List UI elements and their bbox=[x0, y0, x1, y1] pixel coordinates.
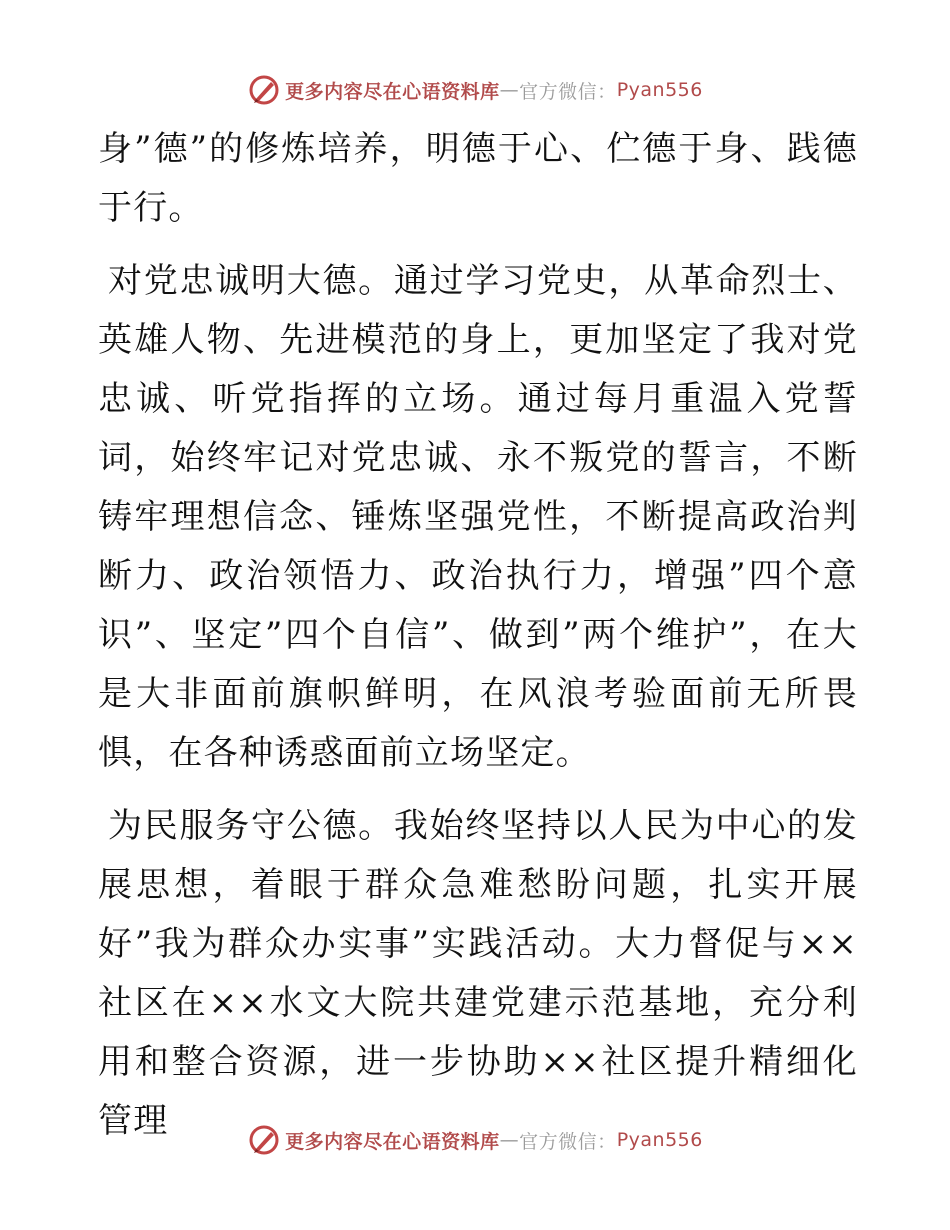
banner-wechat-id: Pyan556 bbox=[616, 79, 703, 101]
banner-wechat-label: 官方微信： bbox=[519, 80, 617, 103]
banner-separator: — bbox=[499, 1129, 520, 1151]
banner-separator: — bbox=[499, 79, 520, 101]
banner-lead-text: 更多内容尽在心语资料库 bbox=[285, 80, 500, 103]
pen-logo-icon bbox=[247, 1123, 281, 1157]
banner-lead-text: 更多内容尽在心语资料库 bbox=[285, 1130, 500, 1153]
footer-banner bbox=[0, 1120, 950, 1160]
document-body bbox=[98, 120, 858, 1165]
paragraph-service: 为民服务守公德。我始终坚持以人民为中心的发展思想，着眼于群众急难愁盼问题，扎实开展好”我为群众办实事”实践活动。大力督促与××社区在××水文大院共建党建示范基地，充分利用和整合资源，进一步协助××社区提升精细化管理 bbox=[98, 806, 858, 1141]
banner-wechat-label: 官方微信： bbox=[519, 1130, 617, 1153]
paragraph-loyalty: 对党忠诚明大德。通过学习党史，从革命烈士、英雄人物、先进模范的身上，更加坚定了我对党忠诚、听党指挥的立场。通过每月重温入党誓词，始终牢记对党忠诚、永不叛党的誓言，不断铸牢理想信念、锤炼坚强党性，不断提高政治判断力、政治领悟力、政治执行力，增强”四个意识”、坚定”四个自信”、做到”两个维护”，在大是大非面前旗帜鲜明，在风浪考验面前无所畏惧，在各种诱惑面前立场坚定。 bbox=[98, 261, 858, 773]
banner-wechat-id: Pyan556 bbox=[616, 1129, 703, 1151]
pen-logo-icon bbox=[247, 73, 281, 107]
header-banner bbox=[0, 70, 950, 110]
paragraph-continuation: 身”德”的修炼培养，明德于心、伫德于身、践德于行。 bbox=[98, 129, 858, 228]
